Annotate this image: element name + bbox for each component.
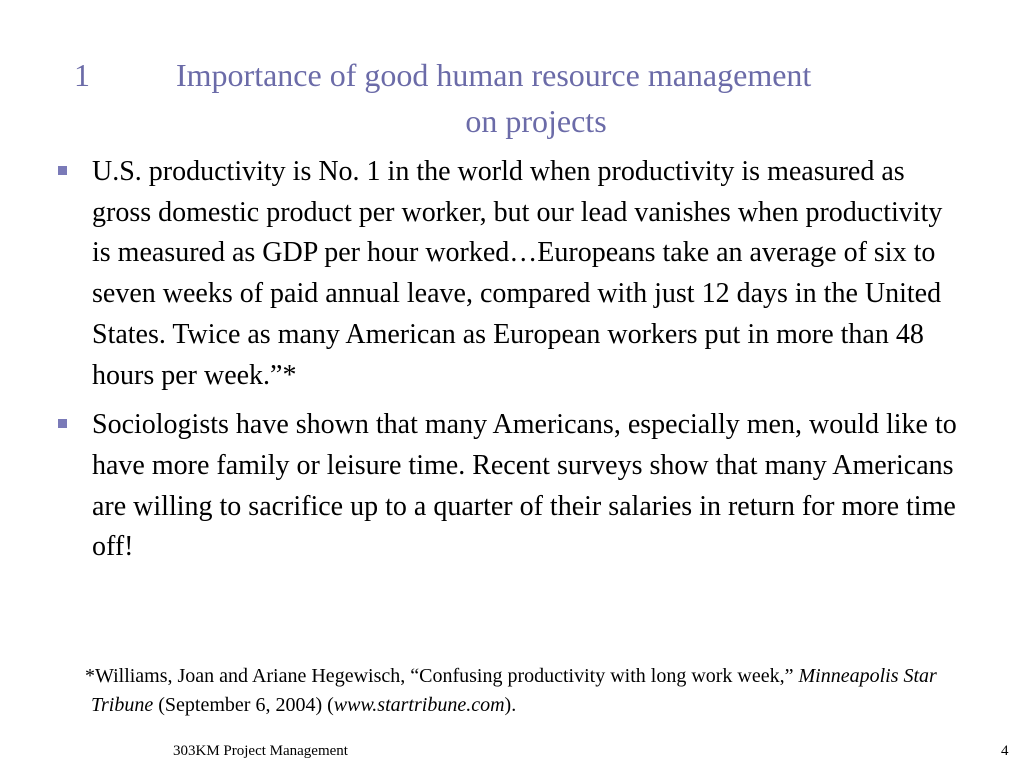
title-number: 1 — [74, 57, 90, 93]
footnote-part-3: ). — [504, 694, 517, 716]
footnote-citation — [85, 662, 961, 720]
bullet-text: Sociologists have shown that many Americans, especially men, would like to have more family or leisure time. Recent surveys show that many Americans are willing to sacrifice up to a quarter of their salaries in return for more time off! — [92, 409, 957, 563]
slide-title — [60, 52, 970, 144]
bullet-item-sociologists — [52, 405, 968, 568]
footnote-part-1: *Williams, Joan and Ariane Hegewisch, “Confusing productivity with long work week,” — [85, 665, 799, 687]
square-bullet-icon — [58, 419, 67, 428]
footnote-url: www.startribune.com — [333, 694, 505, 716]
footer-course-name: 303KM Project Management — [173, 743, 348, 759]
bullet-list — [52, 152, 968, 577]
title-line-2: on projects — [465, 103, 607, 139]
footer-page-number: 4 — [1001, 743, 1009, 759]
title-line-1 — [60, 52, 970, 98]
footnote-part-2: (September 6, 2004) ( — [153, 694, 334, 716]
bullet-text: U.S. productivity is No. 1 in the world when productivity is measured as gross domestic product per worker, but our lead vanishes when productivity is measured as GDP per hour worked…Europeans take an average of six to seven weeks of paid annual leave, compared with just 12 days in the United States. Twice as many American as European workers put in more than 48 hours per week.”* — [92, 156, 943, 391]
bullet-item-productivity — [52, 152, 968, 396]
square-bullet-icon — [58, 166, 67, 175]
footnote-publication: Minneapolis Star Tribune — [91, 665, 937, 716]
title-text-line-1: Importance of good human resource management — [176, 57, 812, 93]
